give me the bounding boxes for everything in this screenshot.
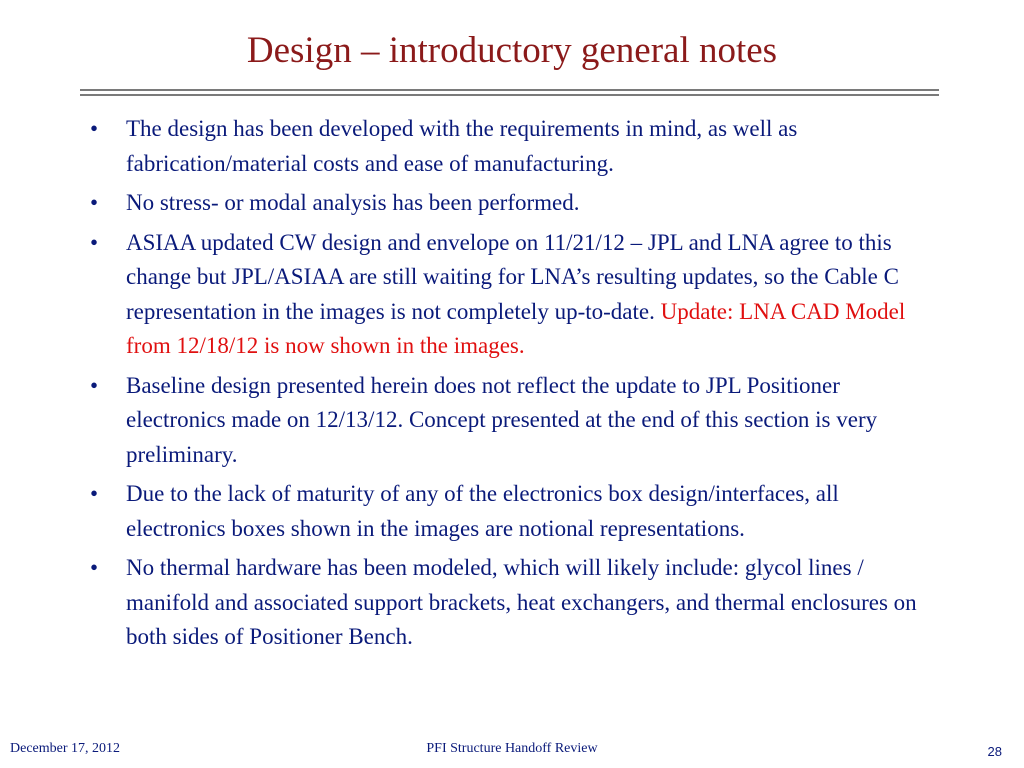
bullet-item — [90, 226, 940, 364]
bullet-item — [90, 477, 940, 546]
bullet-item — [90, 551, 940, 655]
bullet-text: No stress- or modal analysis has been performed. — [126, 190, 580, 215]
footer-title: PFI Structure Handoff Review — [426, 741, 598, 756]
bullet-icon: • — [90, 116, 99, 141]
slide-title: Design – introductory general notes — [246, 30, 778, 71]
page-number: 28 — [987, 744, 1002, 759]
bullet-item — [90, 369, 940, 473]
bullet-icon: • — [90, 229, 99, 255]
bullet-text: ASIAA updated CW design and envelope on 11/21/12 – JPL and LNA agree to this change but JPL/ASIAA are still waiting for LNA’s resulting updates, so the Cable C representation in the images is not completely up-to-date. — [126, 229, 899, 324]
title-divider-bottom — [80, 94, 939, 96]
bullet-icon: • — [90, 481, 99, 506]
footer-date: December 17, 2012 — [10, 741, 121, 756]
bullet-list — [90, 112, 940, 660]
bullet-icon: • — [90, 372, 99, 398]
title-divider-top — [80, 89, 939, 91]
bullet-text: No thermal hardware has been modeled, which will likely include: glycol lines / manifold and associated support brackets, heat exchangers, and thermal enclosures on both sides of Positioner Bench. — [126, 555, 917, 649]
bullet-item — [90, 186, 940, 221]
update-highlight-text: Update: LNA CAD Model from 12/18/12 is now shown in the images. — [126, 298, 906, 358]
bullet-icon: • — [90, 190, 99, 215]
bullet-text: The design has been developed with the requirements in mind, as well as fabrication/material costs and ease of manufacturing. — [126, 116, 798, 176]
bullet-text: Baseline design presented herein does not reflect the update to JPL Positioner electronics made on 12/13/12. Concept presented at the end of this section is very preliminary. — [126, 372, 878, 467]
bullet-item — [90, 112, 940, 181]
bullet-text: Due to the lack of maturity of any of the electronics box design/interfaces, all electronics boxes shown in the images are notional representations. — [126, 481, 839, 541]
bullet-icon: • — [90, 555, 99, 580]
